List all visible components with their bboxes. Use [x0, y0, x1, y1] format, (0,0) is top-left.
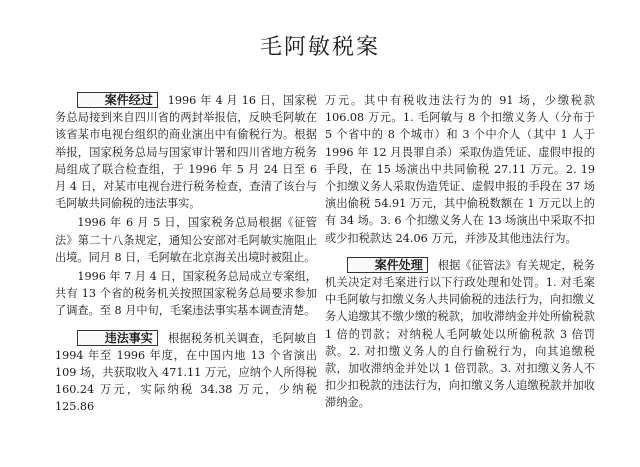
case-handling-paragraph — [325, 257, 595, 412]
right-column — [325, 92, 595, 414]
case-history-paragraph-3: 1996 年 7 月 4 日，国家税务总局成立专案组，共有 13 个省的税务机关按照国家税务总局要求参加了调查。至 8 月中旬，毛案违法事实基本调查清楚。 — [55, 270, 317, 318]
case-history-text-1: 1996 年 4 月 16 日，国家税务总局接到来自四川省的两封举报信，反映毛阿敏在该省某市电视台组织的商业演出中有偷税行为。根据举报，国家税务总局与国家审计署和四川省地方税务局组成了联合检查组，于 1996 年 5 月 24 日至 6 月 4 日，对某市电视台进行税务检查，查清了该台与毛阿敏共同偷税的违法事实。 — [55, 94, 317, 211]
case-handling-text: 根据《征管法》有关规定，税务机关决定对毛案进行以下行政处理和处罚。1. 对毛案中毛阿敏与扣缴义务人共同偷税的违法行为，向扣缴义务人追缴其不缴少缴的税款，加收滞纳金并处所偷税款 1 倍的罚款；对纳税人毛阿敏处以所偷税款 3 倍罚款。2. 对扣缴义务人的自行偷税行为，向其追缴税款，加收滞纳金并处以 1 倍罚款。3. 对扣缴义务人不扣少扣税款的违法行为，向扣缴义务人追缴税款并加收滞纳金。 — [325, 258, 595, 410]
illegal-facts-paragraph-1 — [55, 330, 317, 416]
section-heading-case-history: 案件经过 — [77, 92, 157, 108]
left-column — [55, 92, 317, 418]
case-history-paragraph-1 — [55, 92, 317, 212]
section-heading-case-handling: 案件处理 — [347, 257, 427, 273]
illegal-facts-text-1: 根据税务机关调查，毛阿敏自 1994 年至 1996 年度，在中国内地 13 个省演出 109 场，共获取收入 471.11 万元，应纳个人所得税 160.24 万元，实际纳税 34.38 万元，少纳税 125.86 — [55, 331, 317, 414]
illegal-facts-paragraph-2: 万元。其中有税收违法行为的 91 场，少缴税款 106.08 万元。1. 毛阿敏与 8 个扣缴义务人（分布于 5 个省中的 8 个城市）和 3 个中介人（其中 1 人于 1996 年 12 月畏罪自杀）采取伪造凭证、虚假申报的手段，在 15 场演出中共同偷税 27.11 万元。2. 19 个扣缴义务人采取伪造凭证、虚假申报的手段在 37 场演出偷税 54.91 万元，其中偷税数额在 1 万元以上的有 34 场。3. 6 个扣缴义务人在 13 场演出中采取不扣或少扣税款达 24.06 万元，并涉及其他违法行为。 — [325, 94, 595, 245]
section-heading-illegal-facts: 违法事实 — [77, 330, 157, 346]
article-title: 毛阿敏税案 — [259, 35, 380, 60]
case-history-paragraph-2: 1996 年 6 月 5 日，国家税务总局根据《征管法》第二十八条规定，通知公安部对毛阿敏实施阻止出境。同月 8 日，毛阿敏在北京海关出境时被阻止。 — [55, 216, 317, 264]
